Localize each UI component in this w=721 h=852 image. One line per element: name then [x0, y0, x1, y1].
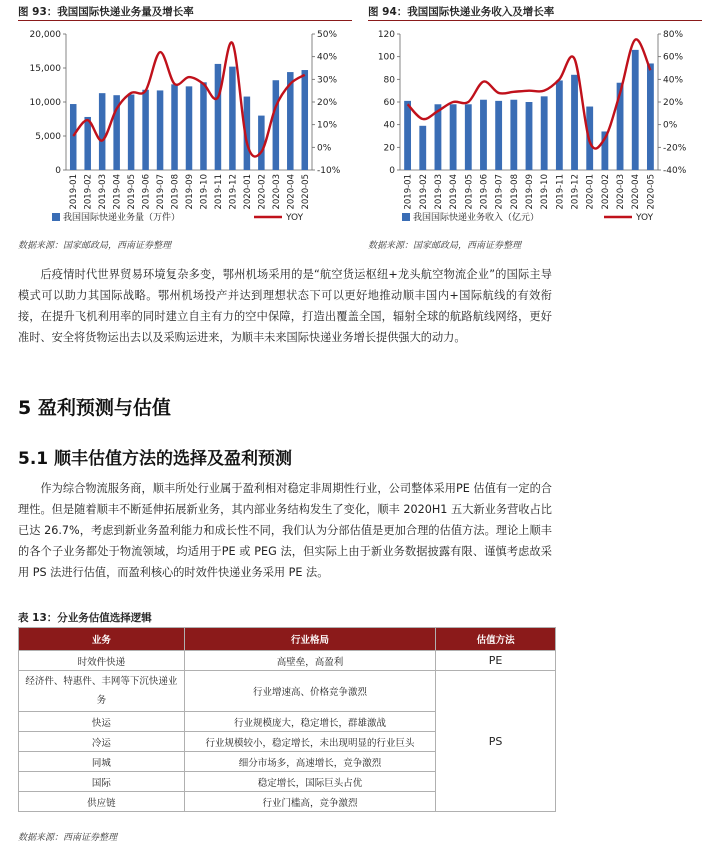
header-method: 估值方法	[436, 628, 556, 651]
paragraph-international-strategy: 后疫情时代世界贸易环境复杂多变，鄂州机场采用的是“航空货运枢纽+龙头航空物流企业”的国际主导模式可以助力其国际战略。鄂州机场投产并达到理想状态下可以更好地推动顺丰国内+国际航线的有效衔接，在提升飞机利用率的同时建立自主有力的空中保障，打造出覆盖全国，辐射全球的航路航线网络，更好准时、安全将货物运出去以及采购运进来，为顺丰未来国际快递业务增长提供强大的动力。	[18, 268, 552, 344]
legend-bar-label: 我国国际快递业务量（万件）	[63, 213, 181, 223]
valuation-table	[18, 627, 556, 812]
x-tick-label: 2019-05	[464, 174, 475, 210]
table-header-row	[19, 628, 556, 651]
table-13-title: 表 13：分业务估值选择逻辑	[18, 612, 152, 624]
x-tick-label: 2020-01	[585, 173, 596, 210]
y-right-tick-label: -20%	[663, 143, 687, 154]
y-left-tick-label: 60	[383, 98, 395, 108]
table-row	[19, 651, 556, 671]
bar	[465, 104, 472, 170]
x-tick-label: 2019-09	[525, 174, 535, 210]
y-right-tick-label: 60%	[663, 52, 684, 63]
bar	[632, 50, 639, 170]
table-row	[19, 671, 556, 712]
x-tick-label: 2019-03	[433, 174, 444, 210]
header-business: 业务	[19, 628, 185, 651]
figure-94-rule	[368, 20, 702, 21]
bar	[526, 102, 533, 170]
bar	[186, 86, 193, 170]
y-left-tick-label: 10,000	[29, 98, 61, 108]
x-tick-label: 2019-11	[213, 174, 224, 210]
bar	[99, 93, 106, 170]
x-tick-label: 2019-02	[418, 174, 429, 210]
y-right-tick-label: -10%	[317, 166, 341, 176]
x-tick-label: 2019-07	[494, 174, 505, 210]
x-tick-label: 2020-02	[257, 174, 268, 210]
bar	[215, 64, 222, 170]
y-right-tick-label: 40%	[317, 52, 338, 63]
section-heading: 5 盈利预测与估值	[18, 397, 171, 419]
y-left-tick-label: 80	[383, 75, 395, 86]
bar	[142, 90, 149, 170]
bar	[404, 101, 411, 170]
x-tick-label: 2019-07	[156, 174, 167, 210]
cell-landscape: 行业门槛高，竞争激烈	[184, 792, 436, 812]
cell-landscape: 行业规模较小，稳定增长，未出现明显的行业巨头	[184, 732, 436, 752]
legend-bar-swatch	[52, 213, 60, 221]
figure-93-rule	[18, 20, 352, 21]
figure-94-caption: 图 94：我国国际快递业务收入及增长率	[368, 6, 555, 18]
x-tick-label: 2020-01	[242, 174, 253, 210]
cell-business: 快运	[19, 712, 185, 732]
bar	[450, 104, 457, 170]
x-tick-label: 2019-05	[127, 174, 138, 210]
bar	[258, 116, 265, 170]
cell-business: 经济件、特惠件、丰网等下沉快递业务	[19, 671, 185, 712]
bar	[495, 101, 502, 170]
bar	[229, 67, 236, 170]
bar	[171, 84, 178, 170]
x-tick-label: 2020-03	[271, 174, 282, 210]
y-left-tick-label: 15,000	[29, 64, 61, 74]
figure-93-chart	[18, 22, 352, 232]
bar	[200, 82, 207, 170]
header-landscape: 行业格局	[184, 628, 436, 651]
x-tick-label: 2020-05	[300, 174, 311, 210]
cell-business: 冷运	[19, 732, 185, 752]
x-tick-label: 2019-02	[83, 174, 94, 210]
bar	[480, 100, 487, 170]
paragraph-valuation-method: 作为综合物流服务商，顺丰所处行业属于盈利相对稳定非周期性行业，公司整体采用PE 估值有一定的合理性。但是随着顺丰不断延伸拓展新业务，其内部业务结构发生了变化，顺丰 2020H1 五大新业务营收占比已达 26.7%，考虑到新业务盈利能力和成长性不同，我们认为分部估值是更加合理的估值方法。理论上顺丰的各个子业务都处于物流领域，均适用于PE 或 PEG 法，但实际上由于新业务数据披露有限、谨慎考虑故采用 PS 法进行估值，而盈利核心的时效件快递业务采用 PE 法。	[18, 482, 552, 579]
legend-bar-swatch	[402, 213, 410, 221]
x-tick-label: 2019-09	[185, 174, 195, 210]
y-right-tick-label: 0%	[663, 120, 678, 131]
x-tick-label: 2019-03	[98, 174, 109, 210]
cell-business: 供应链	[19, 792, 185, 812]
y-left-tick-label: 40	[383, 120, 395, 131]
figure-94-source: 数据来源：国家邮政局，西南证券整理	[368, 241, 522, 251]
y-right-tick-label: 30%	[317, 75, 338, 86]
y-right-tick-label: 0%	[317, 143, 332, 154]
x-tick-label: 2020-04	[631, 174, 642, 210]
bar	[556, 80, 563, 170]
cell-business: 同城	[19, 752, 185, 772]
cell-business: 时效件快递	[19, 651, 185, 671]
figure-93-source: 数据来源：国家邮政局，西南证券整理	[18, 241, 172, 251]
bar	[419, 126, 426, 170]
bar	[435, 104, 442, 170]
bar	[541, 96, 548, 170]
x-tick-label: 2019-08	[509, 174, 520, 210]
figure-94-chart	[368, 22, 702, 232]
bar	[571, 75, 578, 170]
cell-method-pe: PE	[436, 651, 556, 671]
y-right-tick-label: 50%	[317, 30, 338, 40]
bar	[157, 90, 164, 170]
x-tick-label: 2019-11	[555, 174, 566, 210]
x-tick-label: 2019-04	[449, 174, 460, 210]
bar	[84, 117, 91, 170]
x-tick-label: 2019-10	[540, 174, 551, 210]
cell-method-ps: PS	[436, 671, 556, 812]
bar	[273, 80, 280, 170]
cell-landscape: 行业增速高、价格竞争激烈	[184, 671, 436, 712]
y-left-tick-label: 0	[55, 166, 61, 176]
cell-landscape: 稳定增长，国际巨头占优	[184, 772, 436, 792]
legend-line-label: YOY	[636, 213, 654, 223]
y-left-tick-label: 100	[377, 52, 395, 63]
bar	[510, 100, 517, 170]
legend-line-label: YOY	[286, 213, 304, 223]
y-right-tick-label: -40%	[663, 166, 687, 176]
y-left-tick-label: 120	[377, 30, 395, 40]
y-right-tick-label: 80%	[663, 30, 684, 40]
x-tick-label: 2020-05	[646, 174, 657, 210]
x-tick-label: 2019-01	[403, 174, 414, 210]
legend-bar-label: 我国国际快递业务收入（亿元）	[413, 213, 540, 223]
x-tick-label: 2020-03	[616, 174, 627, 210]
x-tick-label: 2019-12	[570, 174, 581, 210]
y-right-tick-label: 20%	[663, 98, 684, 108]
table-13-source: 数据来源：西南证券整理	[18, 833, 118, 843]
bar	[70, 104, 77, 170]
y-left-tick-label: 0	[389, 166, 395, 176]
bar	[302, 70, 309, 170]
figure-93-caption: 图 93：我国国际快递业务量及增长率	[18, 6, 194, 18]
x-tick-label: 2019-06	[141, 174, 152, 210]
x-tick-label: 2019-01	[69, 174, 80, 210]
cell-landscape: 行业规模庞大，稳定增长，群雄激战	[184, 712, 436, 732]
y-right-tick-label: 20%	[317, 98, 338, 108]
y-left-tick-label: 20	[383, 143, 395, 154]
cell-landscape: 细分市场多，高速增长，竞争激烈	[184, 752, 436, 772]
bar	[647, 63, 654, 170]
x-tick-label: 2019-06	[479, 174, 490, 210]
cell-business: 国际	[19, 772, 185, 792]
y-left-tick-label: 5,000	[35, 132, 61, 142]
x-tick-label: 2019-04	[112, 174, 123, 210]
x-tick-label: 2020-04	[286, 174, 297, 210]
x-tick-label: 2019-08	[170, 174, 181, 210]
y-left-tick-label: 20,000	[29, 30, 61, 40]
y-right-tick-label: 10%	[317, 120, 338, 131]
y-right-tick-label: 40%	[663, 75, 684, 86]
x-tick-label: 2019-12	[228, 174, 239, 210]
cell-landscape: 高壁垒，高盈利	[184, 651, 436, 671]
subsection-heading: 5.1 顺丰估值方法的选择及盈利预测	[18, 449, 293, 469]
x-tick-label: 2020-02	[600, 174, 611, 210]
x-tick-label: 2019-10	[199, 174, 210, 210]
bar	[128, 95, 135, 170]
